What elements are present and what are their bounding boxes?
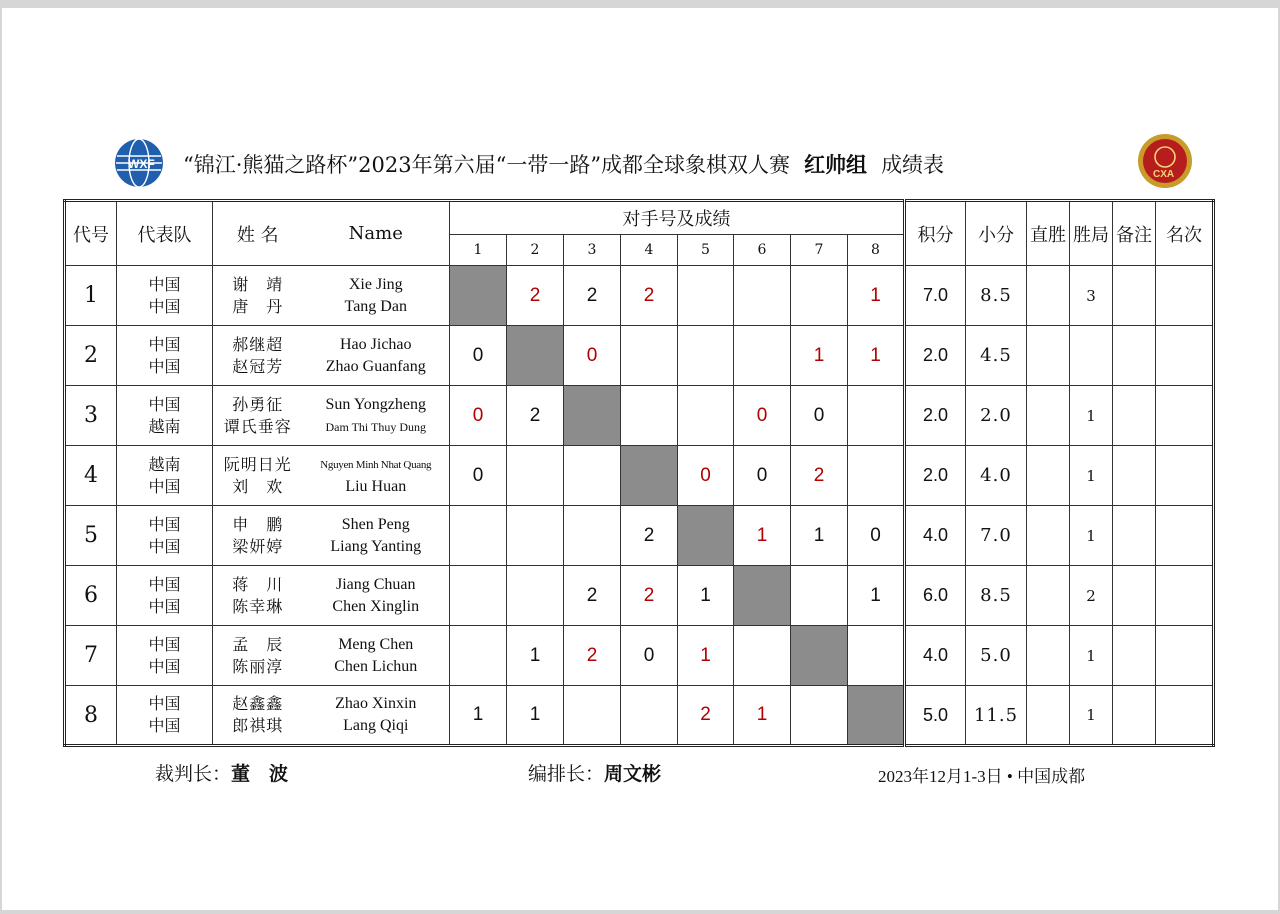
row-team bbox=[117, 266, 213, 326]
player-name-en: Liang Yanting bbox=[330, 537, 422, 555]
player-name-en: Sun Yongzheng bbox=[325, 395, 426, 413]
score-cell bbox=[564, 446, 621, 506]
header-points: 积分 bbox=[905, 201, 966, 266]
score-cell: 2 bbox=[621, 266, 678, 326]
player-name-en: Zhao Xinxin bbox=[335, 695, 417, 712]
team-name: 中国 bbox=[148, 574, 181, 594]
score-cell: 1 bbox=[507, 626, 564, 686]
score-cell: 2 bbox=[507, 386, 564, 446]
row-names-en bbox=[303, 566, 450, 626]
team-name: 中国 bbox=[148, 394, 181, 414]
row-points: 2.0 bbox=[905, 386, 966, 446]
opp-number-header: 3 bbox=[564, 235, 621, 266]
score-cell bbox=[678, 266, 734, 326]
score-cell: 2 bbox=[564, 626, 621, 686]
player-name-cn: 梁妍婷 bbox=[232, 536, 284, 556]
player-name-en: Tang Dan bbox=[344, 297, 407, 315]
player-name-cn: 郝继超 bbox=[232, 334, 284, 354]
header-sub-score: 小分 bbox=[966, 201, 1027, 266]
header-code: 代号 bbox=[65, 201, 117, 266]
row-sub-score: 4.0 bbox=[966, 446, 1027, 506]
row-sub-score: 11.5 bbox=[966, 686, 1027, 746]
team-name: 中国 bbox=[148, 274, 181, 294]
score-cell: 2 bbox=[791, 446, 848, 506]
row-team bbox=[117, 566, 213, 626]
title-row bbox=[0, 133, 1280, 193]
score-cell bbox=[848, 446, 905, 506]
opp-number-header: 4 bbox=[621, 235, 678, 266]
row-wins: 1 bbox=[1070, 386, 1113, 446]
arranger bbox=[528, 759, 661, 786]
score-cell bbox=[734, 626, 791, 686]
score-cell: 0 bbox=[621, 626, 678, 686]
row-names-cn bbox=[213, 506, 303, 566]
score-cell: 0 bbox=[564, 326, 621, 386]
row-rank bbox=[1156, 626, 1214, 686]
row-rank bbox=[1156, 506, 1214, 566]
self-match-cell bbox=[621, 446, 678, 506]
row-team bbox=[117, 446, 213, 506]
table-row bbox=[65, 386, 1214, 446]
row-names-cn bbox=[213, 626, 303, 686]
score-cell bbox=[734, 266, 791, 326]
row-direct-win bbox=[1027, 266, 1070, 326]
score-cell: 1 bbox=[848, 266, 905, 326]
score-cell: 1 bbox=[791, 506, 848, 566]
self-match-cell bbox=[848, 686, 905, 746]
row-names-en bbox=[303, 446, 450, 506]
opp-number-header: 2 bbox=[507, 235, 564, 266]
row-code: 5 bbox=[65, 506, 117, 566]
row-names-en bbox=[303, 626, 450, 686]
table-row bbox=[65, 686, 1214, 746]
svg-text:WXF: WXF bbox=[128, 157, 155, 171]
row-names-en bbox=[303, 386, 450, 446]
header-rank: 名次 bbox=[1156, 201, 1214, 266]
row-team bbox=[117, 626, 213, 686]
score-cell bbox=[678, 386, 734, 446]
self-match-cell bbox=[507, 326, 564, 386]
row-direct-win bbox=[1027, 326, 1070, 386]
date-place: 2023年12月1-3日 • 中国成都 bbox=[878, 767, 1086, 786]
header-opponents: 对手号及成绩 bbox=[450, 201, 905, 235]
player-name-cn: 阮明日光 bbox=[223, 454, 292, 474]
row-wins: 1 bbox=[1070, 686, 1113, 746]
score-cell: 0 bbox=[848, 506, 905, 566]
row-direct-win bbox=[1027, 626, 1070, 686]
score-cell bbox=[450, 506, 507, 566]
score-cell bbox=[734, 326, 791, 386]
table-row bbox=[65, 326, 1214, 386]
player-name-en: Chen Lichun bbox=[334, 657, 418, 675]
score-cell: 2 bbox=[678, 686, 734, 746]
score-cell: 2 bbox=[564, 566, 621, 626]
score-cell: 0 bbox=[450, 446, 507, 506]
score-cell: 1 bbox=[848, 566, 905, 626]
team-name: 中国 bbox=[148, 536, 181, 556]
row-names-cn bbox=[213, 686, 303, 746]
opp-number-header: 5 bbox=[678, 235, 734, 266]
score-cell bbox=[848, 626, 905, 686]
row-names-cn bbox=[213, 326, 303, 386]
score-cell bbox=[678, 326, 734, 386]
referee-label: 裁判长： bbox=[155, 763, 232, 785]
row-names-cn bbox=[213, 266, 303, 326]
score-cell: 0 bbox=[734, 386, 791, 446]
table-row bbox=[65, 626, 1214, 686]
score-cell bbox=[507, 566, 564, 626]
row-direct-win bbox=[1027, 446, 1070, 506]
team-name: 越南 bbox=[148, 416, 181, 436]
player-name-cn: 谢 靖 bbox=[232, 274, 284, 294]
team-name: 中国 bbox=[148, 694, 181, 713]
row-points: 4.0 bbox=[905, 506, 966, 566]
team-name: 中国 bbox=[148, 596, 181, 616]
row-direct-win bbox=[1027, 386, 1070, 446]
row-direct-win bbox=[1027, 506, 1070, 566]
score-cell bbox=[564, 686, 621, 746]
title-group: 红帅组 bbox=[804, 152, 868, 177]
self-match-cell bbox=[678, 506, 734, 566]
player-name-cn: 蒋 川 bbox=[232, 574, 284, 594]
row-remarks bbox=[1113, 626, 1156, 686]
score-cell: 1 bbox=[507, 686, 564, 746]
row-direct-win bbox=[1027, 686, 1070, 746]
row-points: 2.0 bbox=[905, 446, 966, 506]
row-remarks bbox=[1113, 686, 1156, 746]
row-names-cn bbox=[213, 386, 303, 446]
team-name: 中国 bbox=[148, 514, 181, 534]
results-body bbox=[65, 266, 1214, 746]
row-code: 8 bbox=[65, 686, 117, 746]
player-name-cn: 赵鑫鑫 bbox=[232, 694, 284, 713]
row-team bbox=[117, 326, 213, 386]
score-cell: 0 bbox=[450, 326, 507, 386]
row-wins: 2 bbox=[1070, 566, 1113, 626]
wxf-logo-icon bbox=[114, 138, 164, 188]
team-name: 中国 bbox=[148, 656, 181, 676]
player-name-en: Xie Jing bbox=[348, 275, 403, 293]
row-wins: 1 bbox=[1070, 446, 1113, 506]
player-name-cn: 陈幸琳 bbox=[232, 596, 284, 616]
self-match-cell bbox=[564, 386, 621, 446]
table-row bbox=[65, 266, 1214, 326]
player-name-cn: 陈丽淳 bbox=[232, 656, 284, 676]
header-wins: 胜局 bbox=[1070, 201, 1113, 266]
self-match-cell bbox=[450, 266, 507, 326]
row-sub-score: 8.5 bbox=[966, 566, 1027, 626]
row-wins bbox=[1070, 326, 1113, 386]
player-name-cn: 孟 辰 bbox=[232, 634, 284, 654]
score-cell bbox=[791, 686, 848, 746]
row-names-cn bbox=[213, 566, 303, 626]
player-name-cn: 申 鹏 bbox=[232, 514, 284, 534]
score-cell: 1 bbox=[791, 326, 848, 386]
header-team: 代表队 bbox=[117, 201, 213, 266]
row-code: 1 bbox=[65, 266, 117, 326]
row-names-en bbox=[303, 686, 450, 746]
row-remarks bbox=[1113, 446, 1156, 506]
score-cell bbox=[450, 566, 507, 626]
row-points: 2.0 bbox=[905, 326, 966, 386]
row-names-en bbox=[303, 266, 450, 326]
table-row bbox=[65, 446, 1214, 506]
opp-number-header: 8 bbox=[848, 235, 905, 266]
row-points: 5.0 bbox=[905, 686, 966, 746]
team-name: 中国 bbox=[148, 476, 181, 496]
header-direct-win: 直胜 bbox=[1027, 201, 1070, 266]
row-points: 6.0 bbox=[905, 566, 966, 626]
score-cell bbox=[621, 686, 678, 746]
player-name-cn: 郎祺琪 bbox=[232, 716, 284, 735]
team-name: 中国 bbox=[148, 634, 181, 654]
header-name-cn: 姓 名 bbox=[213, 201, 303, 266]
row-sub-score: 5.0 bbox=[966, 626, 1027, 686]
row-remarks bbox=[1113, 326, 1156, 386]
player-name-cn: 谭氏垂容 bbox=[223, 416, 292, 436]
self-match-cell bbox=[791, 626, 848, 686]
row-remarks bbox=[1113, 506, 1156, 566]
row-rank bbox=[1156, 446, 1214, 506]
self-match-cell bbox=[734, 566, 791, 626]
score-cell bbox=[621, 326, 678, 386]
team-name: 中国 bbox=[148, 356, 181, 376]
player-name-cn: 孙勇征 bbox=[232, 394, 284, 414]
player-name-cn: 刘 欢 bbox=[232, 476, 284, 496]
player-name-en: Meng Chen bbox=[338, 635, 414, 653]
row-sub-score: 4.5 bbox=[966, 326, 1027, 386]
score-cell bbox=[507, 446, 564, 506]
row-points: 4.0 bbox=[905, 626, 966, 686]
player-name-en: Dam Thi Thuy Dung bbox=[325, 419, 427, 434]
score-cell: 2 bbox=[507, 266, 564, 326]
score-cell: 2 bbox=[564, 266, 621, 326]
score-cell bbox=[791, 566, 848, 626]
row-rank bbox=[1156, 326, 1214, 386]
row-direct-win bbox=[1027, 566, 1070, 626]
row-code: 2 bbox=[65, 326, 117, 386]
row-names-en bbox=[303, 506, 450, 566]
cxa-logo-icon bbox=[1137, 133, 1193, 189]
row-rank bbox=[1156, 686, 1214, 746]
score-cell bbox=[450, 626, 507, 686]
arranger-name: 周文彬 bbox=[604, 763, 662, 785]
row-names-cn bbox=[213, 446, 303, 506]
score-cell: 0 bbox=[678, 446, 734, 506]
score-cell: 0 bbox=[791, 386, 848, 446]
row-remarks bbox=[1113, 386, 1156, 446]
player-name-en: Nguyen Minh Nhat Quang bbox=[320, 458, 432, 471]
score-cell bbox=[791, 266, 848, 326]
row-remarks bbox=[1113, 566, 1156, 626]
player-name-en: Liu Huan bbox=[345, 477, 407, 495]
page-title bbox=[183, 149, 944, 179]
row-wins: 3 bbox=[1070, 266, 1113, 326]
row-code: 3 bbox=[65, 386, 117, 446]
row-wins: 1 bbox=[1070, 506, 1113, 566]
row-code: 6 bbox=[65, 566, 117, 626]
score-cell bbox=[848, 386, 905, 446]
row-rank bbox=[1156, 566, 1214, 626]
player-name-en: Chen Xinglin bbox=[332, 597, 420, 615]
row-sub-score: 7.0 bbox=[966, 506, 1027, 566]
row-rank bbox=[1156, 266, 1214, 326]
player-name-en: Shen Peng bbox=[341, 515, 410, 533]
row-names-en bbox=[303, 326, 450, 386]
table-row bbox=[65, 506, 1214, 566]
team-name: 越南 bbox=[148, 454, 181, 474]
row-sub-score: 8.5 bbox=[966, 266, 1027, 326]
row-code: 4 bbox=[65, 446, 117, 506]
score-cell: 1 bbox=[678, 626, 734, 686]
row-rank bbox=[1156, 386, 1214, 446]
opp-number-header: 7 bbox=[791, 235, 848, 266]
score-cell bbox=[507, 506, 564, 566]
score-cell: 1 bbox=[450, 686, 507, 746]
referee-name: 董 波 bbox=[231, 763, 289, 785]
arranger-label: 编排长： bbox=[528, 763, 605, 785]
team-name: 中国 bbox=[148, 296, 181, 316]
player-name-cn: 赵冠芳 bbox=[232, 356, 284, 376]
score-cell bbox=[621, 386, 678, 446]
score-cell: 1 bbox=[678, 566, 734, 626]
player-name-cn: 唐 丹 bbox=[232, 296, 284, 316]
row-sub-score: 2.0 bbox=[966, 386, 1027, 446]
row-team bbox=[117, 686, 213, 746]
score-cell: 2 bbox=[621, 566, 678, 626]
row-points: 7.0 bbox=[905, 266, 966, 326]
player-name-en: Zhao Guanfang bbox=[325, 357, 426, 375]
svg-text:CXA: CXA bbox=[1153, 169, 1175, 180]
row-team bbox=[117, 386, 213, 446]
row-code: 7 bbox=[65, 626, 117, 686]
score-cell: 2 bbox=[621, 506, 678, 566]
results-table bbox=[63, 199, 1215, 747]
score-cell: 1 bbox=[734, 506, 791, 566]
row-remarks bbox=[1113, 266, 1156, 326]
score-cell: 1 bbox=[848, 326, 905, 386]
score-cell: 0 bbox=[734, 446, 791, 506]
row-wins: 1 bbox=[1070, 626, 1113, 686]
player-name-en: Hao Jichao bbox=[339, 335, 412, 353]
opp-number-header: 6 bbox=[734, 235, 791, 266]
row-team bbox=[117, 506, 213, 566]
referee bbox=[155, 759, 288, 786]
title-main: “锦江·熊猫之路杯”2023年第六届“一带一路”成都全球象棋双人赛 bbox=[183, 153, 791, 177]
team-name: 中国 bbox=[148, 716, 181, 735]
score-cell: 0 bbox=[450, 386, 507, 446]
opp-number-header: 1 bbox=[450, 235, 507, 266]
title-suffix: 成绩表 bbox=[881, 153, 945, 177]
score-cell bbox=[564, 506, 621, 566]
table-row bbox=[65, 566, 1214, 626]
player-name-en: Lang Qiqi bbox=[343, 717, 409, 734]
team-name: 中国 bbox=[148, 334, 181, 354]
player-name-en: Jiang Chuan bbox=[335, 575, 416, 593]
header-name-en: Name bbox=[303, 201, 450, 266]
header-remarks: 备注 bbox=[1113, 201, 1156, 266]
score-cell: 1 bbox=[734, 686, 791, 746]
